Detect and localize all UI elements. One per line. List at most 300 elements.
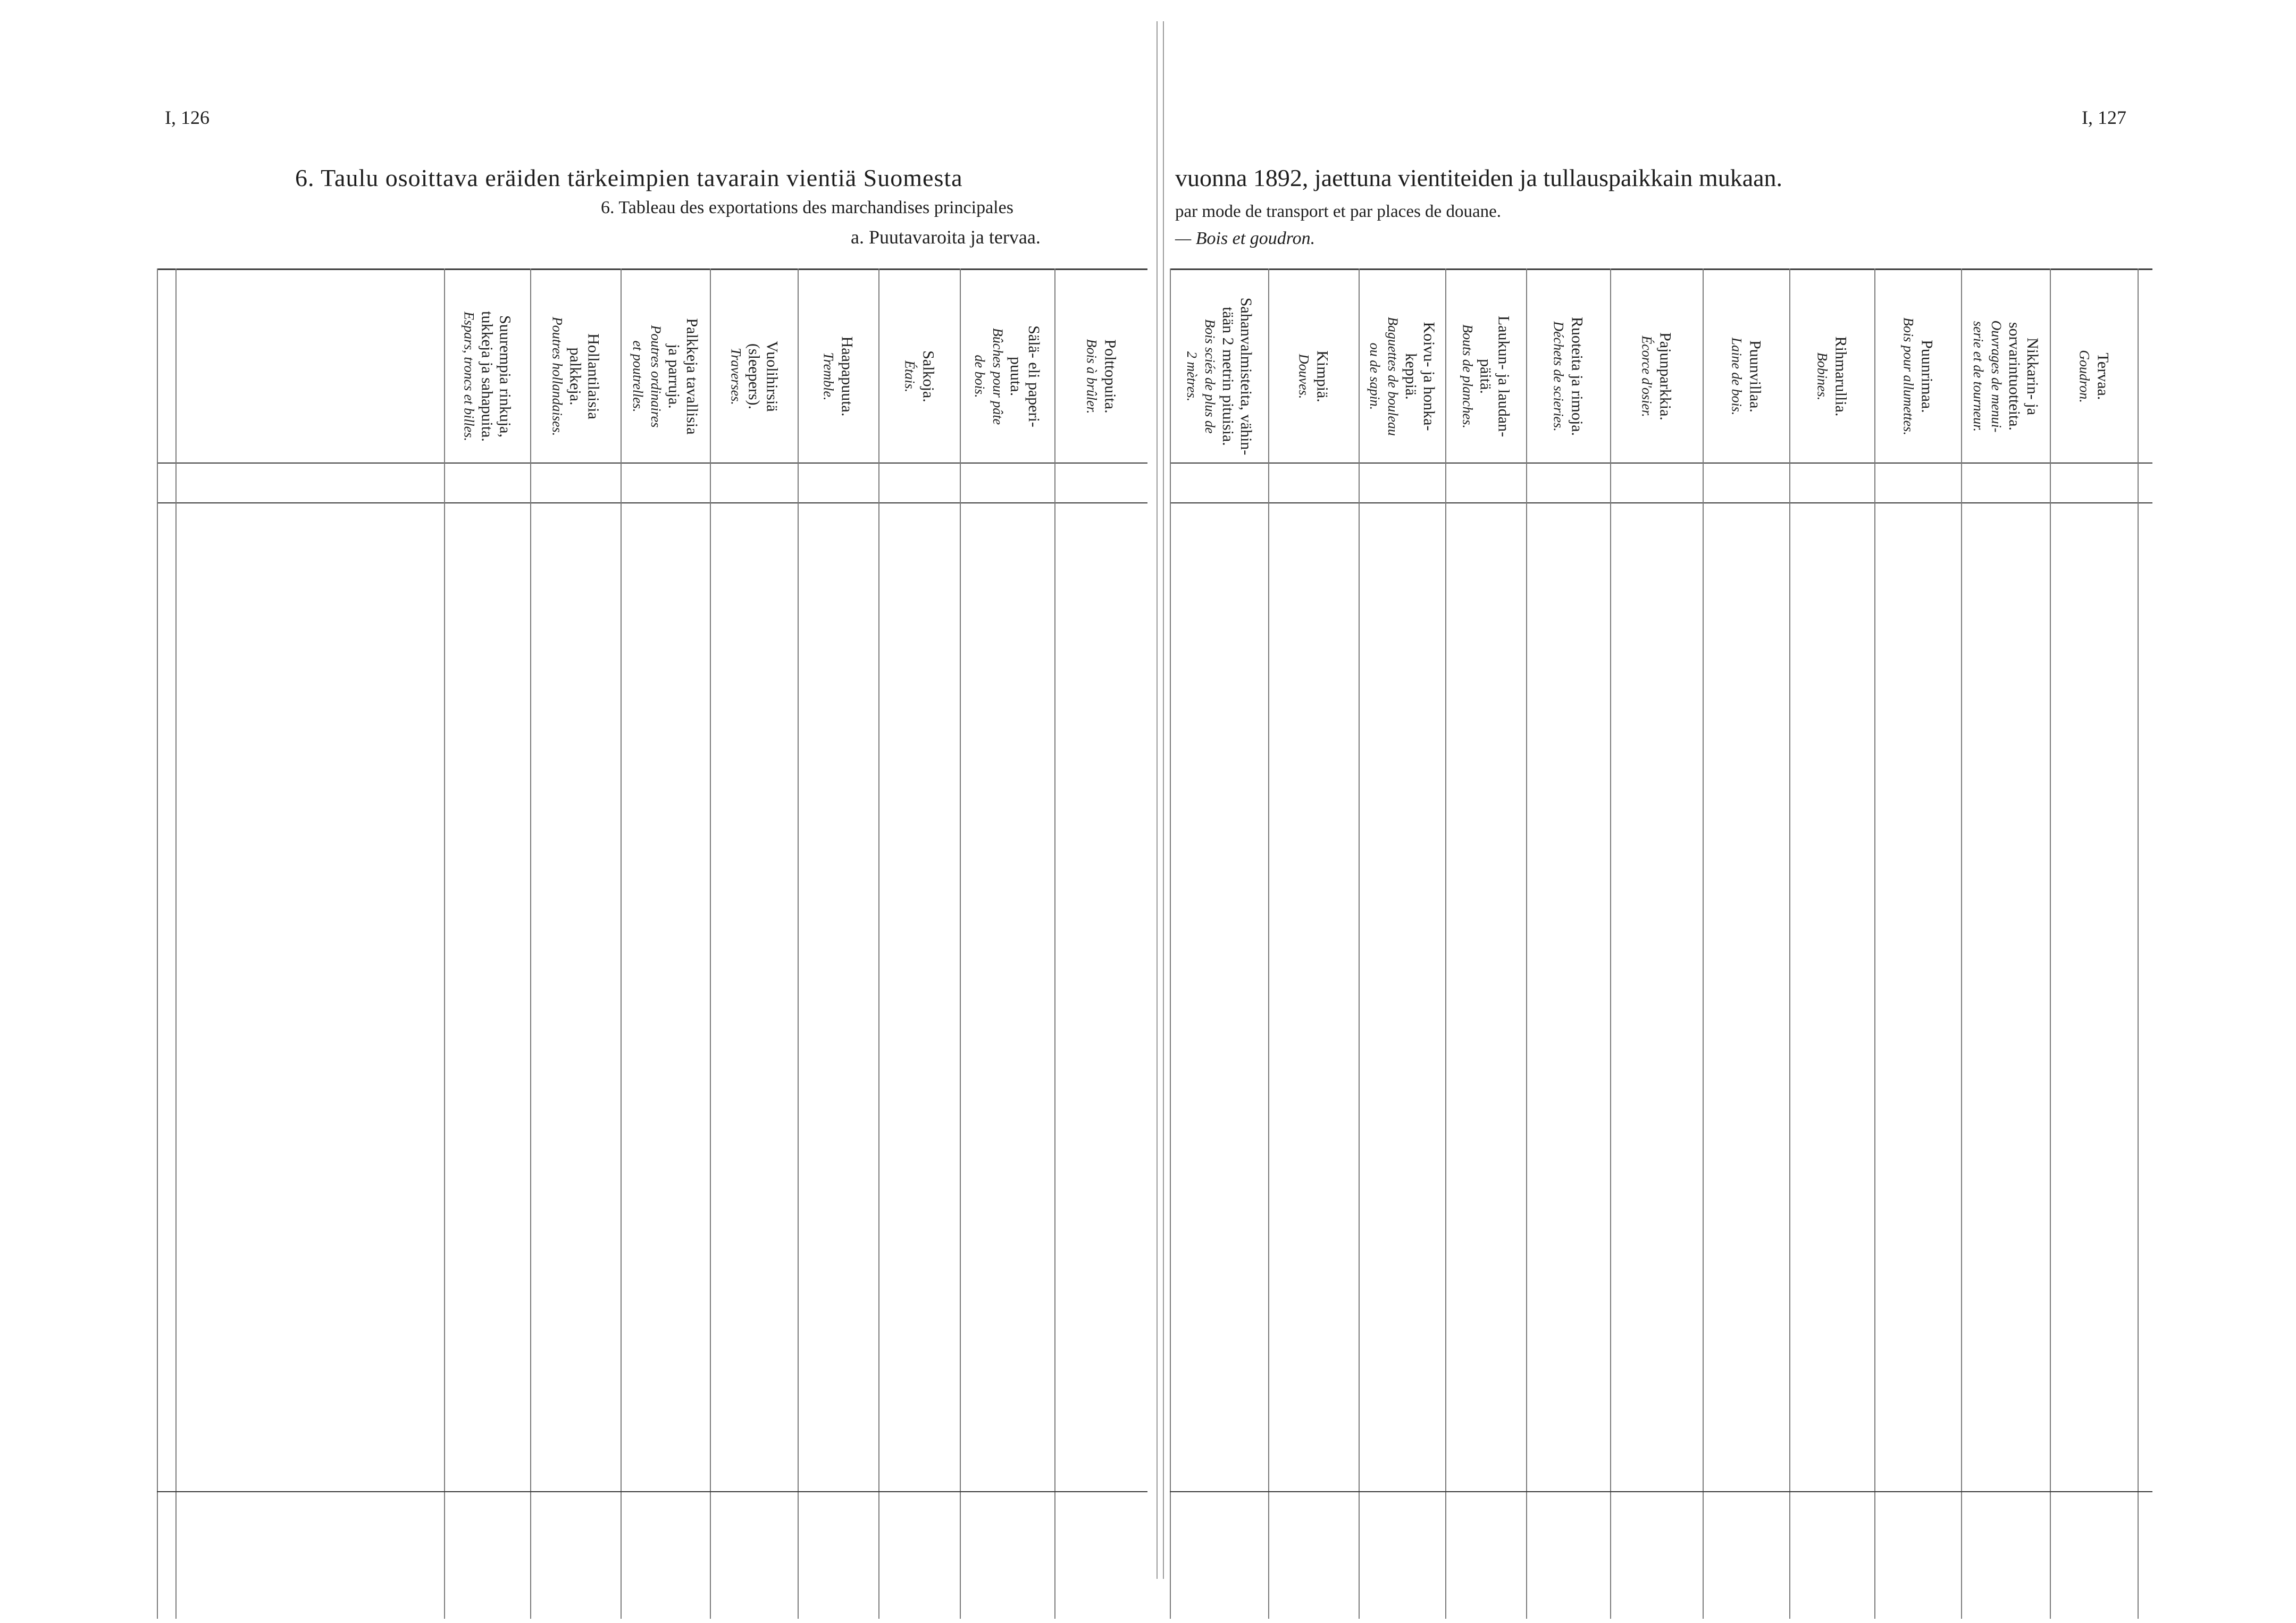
- column-header-text: [1970, 292, 2041, 460]
- row-number: [161, 1149, 174, 1171]
- table-cell: [1445, 565, 1521, 586]
- table-cell: [1961, 857, 2050, 878]
- table-cell: [621, 1441, 705, 1462]
- place-name: [183, 777, 443, 798]
- column-header: [1526, 290, 1610, 462]
- table-cell: [530, 1441, 621, 1462]
- table-cell: [1961, 1309, 2044, 1330]
- row-number: [161, 724, 174, 745]
- table-cell: [960, 857, 1054, 878]
- table-cell: [2050, 671, 2132, 692]
- row-number: [2139, 644, 2152, 666]
- table-cell: [530, 644, 621, 666]
- table-cell: [878, 1070, 954, 1091]
- table-cell: [1170, 777, 1263, 798]
- table-rule-top-right: [1170, 268, 2152, 270]
- table-cell: [960, 751, 1049, 772]
- table-cell: [1359, 884, 1445, 905]
- table-cell: [1789, 591, 1874, 612]
- row-number: [2139, 671, 2152, 692]
- table-cell: [1445, 1384, 1521, 1405]
- table-cell: [1961, 884, 2050, 905]
- table-cell: [1268, 990, 1359, 1011]
- table-cell: [444, 724, 530, 745]
- table-cell: [530, 857, 621, 878]
- table-cell: [1054, 777, 1142, 798]
- table-cell: [1268, 1229, 1359, 1250]
- table-cell: [798, 1123, 878, 1144]
- table-cell: [1170, 1256, 1268, 1277]
- place-name: [183, 671, 443, 692]
- row-number: [161, 1123, 174, 1144]
- row-number: [2139, 591, 2152, 612]
- table-cell: [621, 724, 710, 745]
- table-cell: [1445, 937, 1526, 958]
- table-cell: [960, 1309, 1054, 1330]
- table-cell: [1445, 1441, 1526, 1462]
- place-name: [183, 1096, 443, 1117]
- table-cell: [878, 644, 954, 666]
- table-cell: [1610, 724, 1703, 745]
- table-cell: [1961, 1043, 2050, 1064]
- table-cell: [1170, 538, 1263, 559]
- row-number: [2139, 565, 2152, 586]
- column-header: [1445, 290, 1526, 462]
- total-cell: [960, 1500, 1049, 1521]
- table-cell: [960, 777, 1049, 798]
- table-cell: [1268, 697, 1359, 719]
- total-cell: [1789, 1500, 1869, 1521]
- row-number: [2139, 963, 2152, 985]
- table-cell: [1703, 1149, 1789, 1171]
- table-cell: [1526, 830, 1605, 852]
- table-cell: [1170, 963, 1263, 985]
- row-number: [161, 1229, 174, 1250]
- total-cell: [1170, 1500, 1263, 1521]
- table-cell: [1268, 804, 1353, 825]
- table-cell: [1526, 538, 1610, 559]
- table-cell: [1268, 910, 1353, 931]
- table-cell: [710, 591, 798, 612]
- table-cell: [878, 963, 960, 985]
- table-cell: [621, 671, 705, 692]
- table-cell: [878, 538, 954, 559]
- table-cell: [878, 591, 960, 612]
- table-cell: [960, 937, 1054, 958]
- table-cell: [1961, 963, 2050, 985]
- table-cell: [960, 830, 1054, 852]
- table-cell: [1610, 1202, 1697, 1224]
- place-name: [183, 937, 443, 958]
- table-cell: [1874, 751, 1961, 772]
- column-header-fr: Espars, troncs et billes.: [461, 311, 477, 441]
- table-cell: [444, 591, 530, 612]
- row-number: [161, 1043, 174, 1064]
- total-cell: [2050, 1500, 2132, 1521]
- table-cell: [878, 565, 960, 586]
- table-cell: [1703, 724, 1789, 745]
- table-cell: [1789, 990, 1874, 1011]
- table-cell: [1170, 830, 1263, 852]
- table-cell: [1526, 1309, 1610, 1330]
- table-cell: [1874, 937, 1961, 958]
- table-cell: [1874, 644, 1961, 666]
- table-cell: [1359, 1256, 1445, 1277]
- table-cell: [2050, 1384, 2132, 1405]
- place-name: [183, 963, 443, 985]
- table-cell: [878, 1282, 960, 1304]
- table-cell: [1445, 618, 1526, 639]
- row-number: [2139, 1256, 2152, 1277]
- row-number: [161, 644, 174, 666]
- table-cell: [1526, 1229, 1610, 1250]
- row-number: [161, 1176, 174, 1197]
- table-cell: [1170, 1096, 1263, 1117]
- row-number: [161, 1016, 174, 1038]
- row-number: [2139, 1309, 2152, 1330]
- table-cell: [1610, 1229, 1697, 1250]
- table-cell: [710, 1229, 798, 1250]
- row-number: [2139, 1202, 2152, 1224]
- table-cell: [1359, 1016, 1440, 1038]
- table-cell: [1874, 963, 1961, 985]
- table-cell: [2050, 937, 2138, 958]
- table-cell: [1445, 751, 1526, 772]
- table-cell: [1268, 963, 1359, 985]
- table-cell: [1526, 751, 1605, 772]
- table-cell: [1170, 1043, 1268, 1064]
- table-cell: [1703, 830, 1789, 852]
- table-cell: [960, 1384, 1054, 1405]
- table-cell: [530, 1043, 615, 1064]
- column-header-text: [1550, 292, 1586, 460]
- table-cell: [710, 910, 798, 931]
- column-header: [621, 290, 710, 462]
- table-cell: [621, 1202, 705, 1224]
- table-cell: [1526, 963, 1610, 985]
- table-cell: [2050, 538, 2132, 559]
- table-cell: [1610, 990, 1703, 1011]
- table-cell: [878, 1043, 954, 1064]
- row-number: [2139, 1123, 2152, 1144]
- row-number: [161, 751, 174, 772]
- table-cell: [1359, 724, 1445, 745]
- table-cell: [710, 1016, 798, 1038]
- table-cell: [621, 1282, 710, 1304]
- table-cell: [960, 1229, 1054, 1250]
- row-number: [161, 1202, 174, 1224]
- row-number: [161, 910, 174, 931]
- table-cell: [1961, 1282, 2050, 1304]
- table-cell: [1268, 1096, 1353, 1117]
- total-rule-right: [1170, 1491, 2152, 1492]
- table-cell: [1445, 1043, 1526, 1064]
- table-cell: [1610, 618, 1703, 639]
- table-cell: [1445, 830, 1526, 852]
- table-cell: [960, 671, 1054, 692]
- table-cell: [1961, 804, 2050, 825]
- table-cell: [530, 804, 615, 825]
- table-cell: [1610, 1043, 1703, 1064]
- table-cell: [1170, 1016, 1263, 1038]
- table-cell: [1359, 565, 1445, 586]
- table-cell: [444, 618, 530, 639]
- row-number: [161, 1500, 174, 1521]
- table-cell: [1610, 884, 1703, 905]
- column-header-text: [1083, 292, 1119, 460]
- table-cell: [1445, 1096, 1521, 1117]
- table-cell: [444, 1070, 525, 1091]
- row-number: [2139, 1016, 2152, 1038]
- table-cell: [530, 618, 621, 639]
- table-cell: [1703, 1096, 1789, 1117]
- table-cell: [1268, 777, 1353, 798]
- column-header-text: [1814, 292, 1849, 460]
- table-cell: [1268, 591, 1359, 612]
- table-cell: [1526, 591, 1610, 612]
- table-cell: [1789, 618, 1874, 639]
- table-cell: [530, 591, 615, 612]
- table-cell: [1610, 910, 1703, 931]
- table-cell: [1610, 1070, 1703, 1091]
- title-fr-left: 6. Tableau des exportations des marchandises principales: [601, 198, 1013, 217]
- table-cell: [444, 1043, 530, 1064]
- row-number: [161, 618, 174, 639]
- row-number: [2139, 1500, 2152, 1521]
- table-cell: [798, 1070, 878, 1091]
- table-cell: [878, 937, 960, 958]
- total-cell: [1874, 1500, 1956, 1521]
- table-cell: [798, 671, 878, 692]
- table-cell: [1703, 1256, 1789, 1277]
- column-header-text: [2076, 292, 2111, 460]
- table-cell: [1703, 538, 1789, 559]
- table-cell: [1789, 697, 1874, 719]
- table-cell: [1961, 644, 2050, 666]
- table-cell: [530, 830, 621, 852]
- table-cell: [1874, 1441, 1961, 1462]
- table-cell: [1054, 1256, 1142, 1277]
- table-cell: [444, 1096, 525, 1117]
- table-cell: [1170, 1282, 1268, 1304]
- table-cell: [1961, 1176, 2050, 1197]
- table-cell: [878, 1441, 954, 1462]
- table-cell: [1054, 751, 1142, 772]
- page-gutter-left: [1157, 21, 1158, 1579]
- table-cell: [710, 1070, 798, 1091]
- column-header: [444, 290, 530, 462]
- column-header-fi: Suurempia rinkuja, tukkeja ja sahapuita.: [478, 310, 514, 442]
- place-name: [183, 724, 443, 745]
- column-header-fr: Déchets de scieries.: [1551, 321, 1566, 432]
- table-cell: [1526, 618, 1610, 639]
- table-cell: [1526, 937, 1610, 958]
- column-header-fi: Koivu- ja honka- keppiä.: [1402, 322, 1438, 431]
- table-cell: [530, 1016, 621, 1038]
- table-cell: [1610, 1384, 1697, 1405]
- table-cell: [1170, 1070, 1263, 1091]
- table-cell: [1874, 1256, 1961, 1277]
- column-header-text: [460, 292, 514, 460]
- table-cell: [1054, 1070, 1142, 1091]
- table-cell: [1526, 644, 1610, 666]
- table-cell: [1359, 591, 1445, 612]
- table-cell: [1961, 697, 2050, 719]
- table-border-left: [157, 268, 158, 1619]
- table-cell: [1703, 990, 1789, 1011]
- place-name: [183, 1176, 443, 1197]
- place-name: [183, 1309, 443, 1330]
- table-cell: [1268, 1043, 1359, 1064]
- table-cell: [1526, 565, 1605, 586]
- row-number: [161, 538, 174, 559]
- table-cell: [1610, 1123, 1703, 1144]
- table-cell: [960, 565, 1054, 586]
- table-cell: [1170, 644, 1263, 666]
- table-cell: [798, 565, 878, 586]
- row-number: [2139, 1282, 2152, 1304]
- total-cell: [1610, 1500, 1697, 1521]
- table-cell: [878, 1309, 960, 1330]
- column-header-fr: Étais.: [902, 360, 918, 392]
- row-number: [2139, 990, 2152, 1011]
- place-name: [183, 565, 443, 586]
- table-cell: [621, 1309, 710, 1330]
- row-number: [161, 884, 174, 905]
- table-cell: [1268, 1309, 1359, 1330]
- table-cell: [530, 777, 621, 798]
- table-cell: [1961, 777, 2050, 798]
- table-cell: [878, 751, 960, 772]
- column-header-fi: Vuolihirsiä (sleepers).: [745, 340, 781, 412]
- row-number: [2139, 1070, 2152, 1091]
- table-cell: [621, 644, 710, 666]
- row-number: [2139, 538, 2152, 559]
- table-cell: [960, 1096, 1054, 1117]
- table-cell: [1961, 1123, 2050, 1144]
- table-cell: [530, 937, 621, 958]
- row-number: [161, 1282, 174, 1304]
- column-header-text: [1366, 292, 1437, 460]
- column-header-fr: Laine de bois.: [1729, 337, 1745, 415]
- table-cell: [2050, 1123, 2132, 1144]
- table-cell: [878, 1176, 954, 1197]
- column-header: [1789, 290, 1874, 462]
- table-cell: [1703, 1229, 1789, 1250]
- table-cell: [621, 1176, 710, 1197]
- table-cell: [798, 1282, 878, 1304]
- table-cell: [1874, 591, 1961, 612]
- table-cell: [1789, 910, 1874, 931]
- column-header: [1054, 290, 1147, 462]
- row-number: [161, 990, 174, 1011]
- table-cell: [1170, 857, 1263, 878]
- table-cell: [1961, 910, 2044, 931]
- column-header-fr: Ouvrages de menui- serie et de tourneur.: [1970, 320, 2004, 432]
- table-cell: [1054, 1229, 1142, 1250]
- table-cell: [1789, 857, 1874, 878]
- table-cell: [878, 910, 954, 931]
- table-cell: [1268, 618, 1353, 639]
- table-cell: [621, 591, 705, 612]
- table-cell: [878, 857, 960, 878]
- row-number: [2139, 857, 2152, 878]
- table-cell: [878, 990, 960, 1011]
- table-cell: [1526, 1202, 1605, 1224]
- table-cell: [1054, 1149, 1142, 1171]
- table-cell: [1961, 1016, 2044, 1038]
- table-cell: [1610, 777, 1703, 798]
- table-cell: [878, 697, 954, 719]
- header-rule-right: [1170, 462, 2152, 464]
- table-cell: [960, 1282, 1054, 1304]
- place-name: [183, 538, 443, 559]
- column-header: [710, 290, 798, 462]
- table-cell: [1526, 1282, 1610, 1304]
- row-number: [161, 804, 174, 825]
- column-header-fi: Kimpiä.: [1313, 350, 1331, 402]
- table-cell: [530, 538, 621, 559]
- column-header-fi: Pajunparkkia.: [1656, 332, 1674, 421]
- table-cell: [710, 804, 798, 825]
- table-cell: [1526, 1149, 1605, 1171]
- table-cell: [1610, 857, 1703, 878]
- table-cell: [1170, 1176, 1263, 1197]
- place-name: [183, 1202, 443, 1224]
- table-cell: [1170, 910, 1263, 931]
- table-cell: [444, 990, 530, 1011]
- table-cell: [621, 1123, 710, 1144]
- table-cell: [1610, 963, 1697, 985]
- table-cell: [530, 884, 621, 905]
- table-cell: [1961, 1070, 2044, 1091]
- table-cell: [710, 1309, 798, 1330]
- place-name: [183, 697, 443, 719]
- table-cell: [1359, 1309, 1445, 1330]
- table-cell: [2050, 1070, 2132, 1091]
- total-label: [183, 1500, 439, 1521]
- place-name: [183, 591, 443, 612]
- table-cell: [1789, 724, 1874, 745]
- rownum-separator: [175, 268, 177, 1619]
- table-cell: [1445, 963, 1521, 985]
- table-cell: [1170, 990, 1263, 1011]
- table-cell: [710, 751, 798, 772]
- table-cell: [710, 1096, 798, 1117]
- table-cell: [1170, 1441, 1263, 1462]
- table-cell: [1359, 751, 1445, 772]
- table-cell: [798, 1202, 878, 1224]
- column-header: [1874, 290, 1961, 462]
- column-header-text: [901, 292, 937, 460]
- table-cell: [798, 1096, 878, 1117]
- row-number: [161, 937, 174, 958]
- row-number: [2139, 1441, 2152, 1462]
- column-header-text: [971, 292, 1043, 460]
- column-header: [2050, 290, 2138, 462]
- table-cell: [878, 1384, 960, 1405]
- place-name: [183, 1123, 443, 1144]
- table-cell: [798, 804, 878, 825]
- column-header-fr: Traverses.: [727, 347, 743, 405]
- table-cell: [1874, 1149, 1961, 1171]
- row-number: [2139, 1384, 2152, 1405]
- row-number: [161, 1384, 174, 1405]
- row-number: [2139, 697, 2152, 719]
- column-header-fi: Salkoja.: [919, 350, 937, 402]
- column-header: [798, 290, 878, 462]
- table-cell: [621, 1016, 710, 1038]
